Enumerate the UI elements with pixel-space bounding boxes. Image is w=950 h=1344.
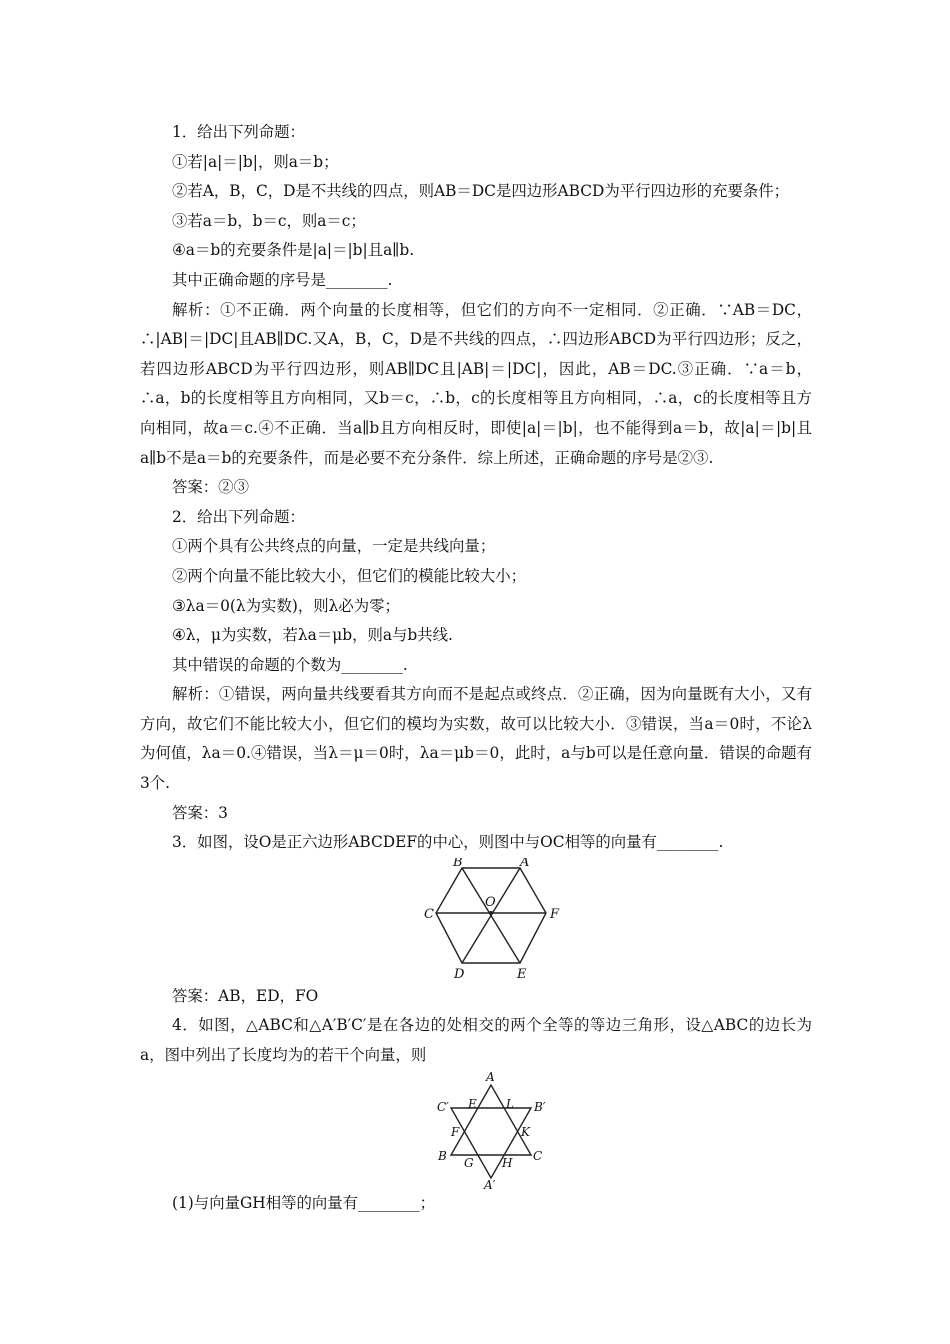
- hexagon-figure: [140, 858, 812, 982]
- q2-item-3: ③λa＝0(λ为实数)，则λ必为零；: [172, 596, 400, 615]
- label-b: B: [438, 1148, 447, 1163]
- q4-sub-1: (1)与向量GH相等的向量有________；: [172, 1193, 435, 1212]
- label-e: E: [468, 1096, 477, 1111]
- q4-text: 4．如图，△ABC和△A′B′C′是在各边的处相交的两个全等的等边三角形，设△ABC的边长为a，图中列出了长度均为的若干个向量，则: [140, 1016, 812, 1065]
- label-c-prime: C′: [437, 1099, 449, 1114]
- label-o: O: [485, 894, 496, 910]
- q2-item-2: ②两个向量不能比较大小，但它们的模能比较大小；: [172, 566, 526, 585]
- q1-item-3: ③若a＝b，b＝c，则a＝c；: [172, 211, 366, 230]
- q1-analysis: 解析：①不正确．两个向量的长度相等，但它们的方向不一定相同．②正确．∵AB＝DC，∴|AB|＝|DC|且AB∥DC.又A，B，C，D是不共线的四点，∴四边形ABCD为平行四边形；反之，若四边形ABCD为平行四边形，则AB∥DC且|AB|＝|DC|，因此，AB＝DC.③正确．∵a＝b，∴a，b的长度相等且方向相同，又b＝c，∴b，c的长度相等且方向相同，∴a，c的长度相等且方向相同，故a＝c.④不正确．当a∥b且方向相反时，即使|a|＝|b|，也不能得到a＝b，故|a|＝|b|且a∥b不是a＝b的充要条件，而是必要不充分条件．综上所述，正确命题的序号是②③.: [140, 300, 812, 467]
- q3-answer: 答案：AB，ED，FO: [172, 986, 319, 1005]
- label-a-prime: A′: [484, 1177, 496, 1189]
- label-c: C: [533, 1148, 543, 1163]
- triangle-a1b1c1: [451, 1108, 531, 1178]
- q1-item-4: ④a＝b的充要条件是|a|＝|b|且a∥b.: [172, 241, 415, 260]
- label-b-prime: B′: [534, 1099, 546, 1114]
- q1-item-2: ②若A，B，C，D是不共线的四点，则AB＝DC是四边形ABCD为平行四边形的充要条件；: [172, 182, 790, 201]
- label-f: F: [451, 1124, 460, 1139]
- label-a: A: [520, 857, 530, 870]
- q2-title: 2．给出下列命题：: [172, 507, 305, 526]
- q2-item-4: ④λ，μ为实数，若λa＝μb，则a与b共线.: [172, 626, 453, 645]
- label-a: A: [486, 1070, 495, 1084]
- label-h: H: [502, 1155, 513, 1170]
- label-c: C: [424, 906, 434, 922]
- q1-answer: 答案：②③: [172, 478, 249, 497]
- label-l: L: [506, 1096, 514, 1111]
- label-k: K: [521, 1124, 530, 1139]
- star-diagram: [140, 1071, 812, 1189]
- star-figure: [140, 1071, 812, 1189]
- triangle-abc: [451, 1085, 531, 1155]
- q3-title: 3．如图，设O是正六边形ABCDEF的中心，则图中与OC相等的向量有________.: [172, 833, 724, 852]
- q1-title: 1．给出下列命题：: [172, 123, 305, 141]
- center-point: [489, 911, 493, 915]
- label-d: D: [454, 966, 465, 982]
- document-body: [140, 118, 812, 1218]
- q2-item-1: ①两个具有公共终点的向量，一定是共线向量；: [172, 537, 496, 556]
- label-g: G: [464, 1155, 474, 1170]
- hexagon-diagram: [140, 858, 812, 982]
- q2-answer: 答案：3: [172, 803, 228, 822]
- q2-question: 其中错误的命题的个数为________.: [172, 655, 408, 674]
- q1-item-1: ①若|a|＝|b|，则a＝b；: [172, 152, 339, 171]
- label-e: E: [517, 966, 527, 982]
- label-f: F: [550, 906, 560, 922]
- q2-analysis: 解析：①错误，两向量共线要看其方向而不是起点或终点．②正确，因为向量既有大小，又有方向，故它们不能比较大小，但它们的模均为实数，故可以比较大小．③错误，当a＝0时，不论λ为何值，λa＝0.④错误，当λ＝μ＝0时，λa＝μb＝0，此时，a与b可以是任意向量．错误的命题有3个.: [140, 685, 812, 793]
- q1-question: 其中正确命题的序号是________.: [172, 270, 393, 289]
- label-b: B: [453, 857, 463, 870]
